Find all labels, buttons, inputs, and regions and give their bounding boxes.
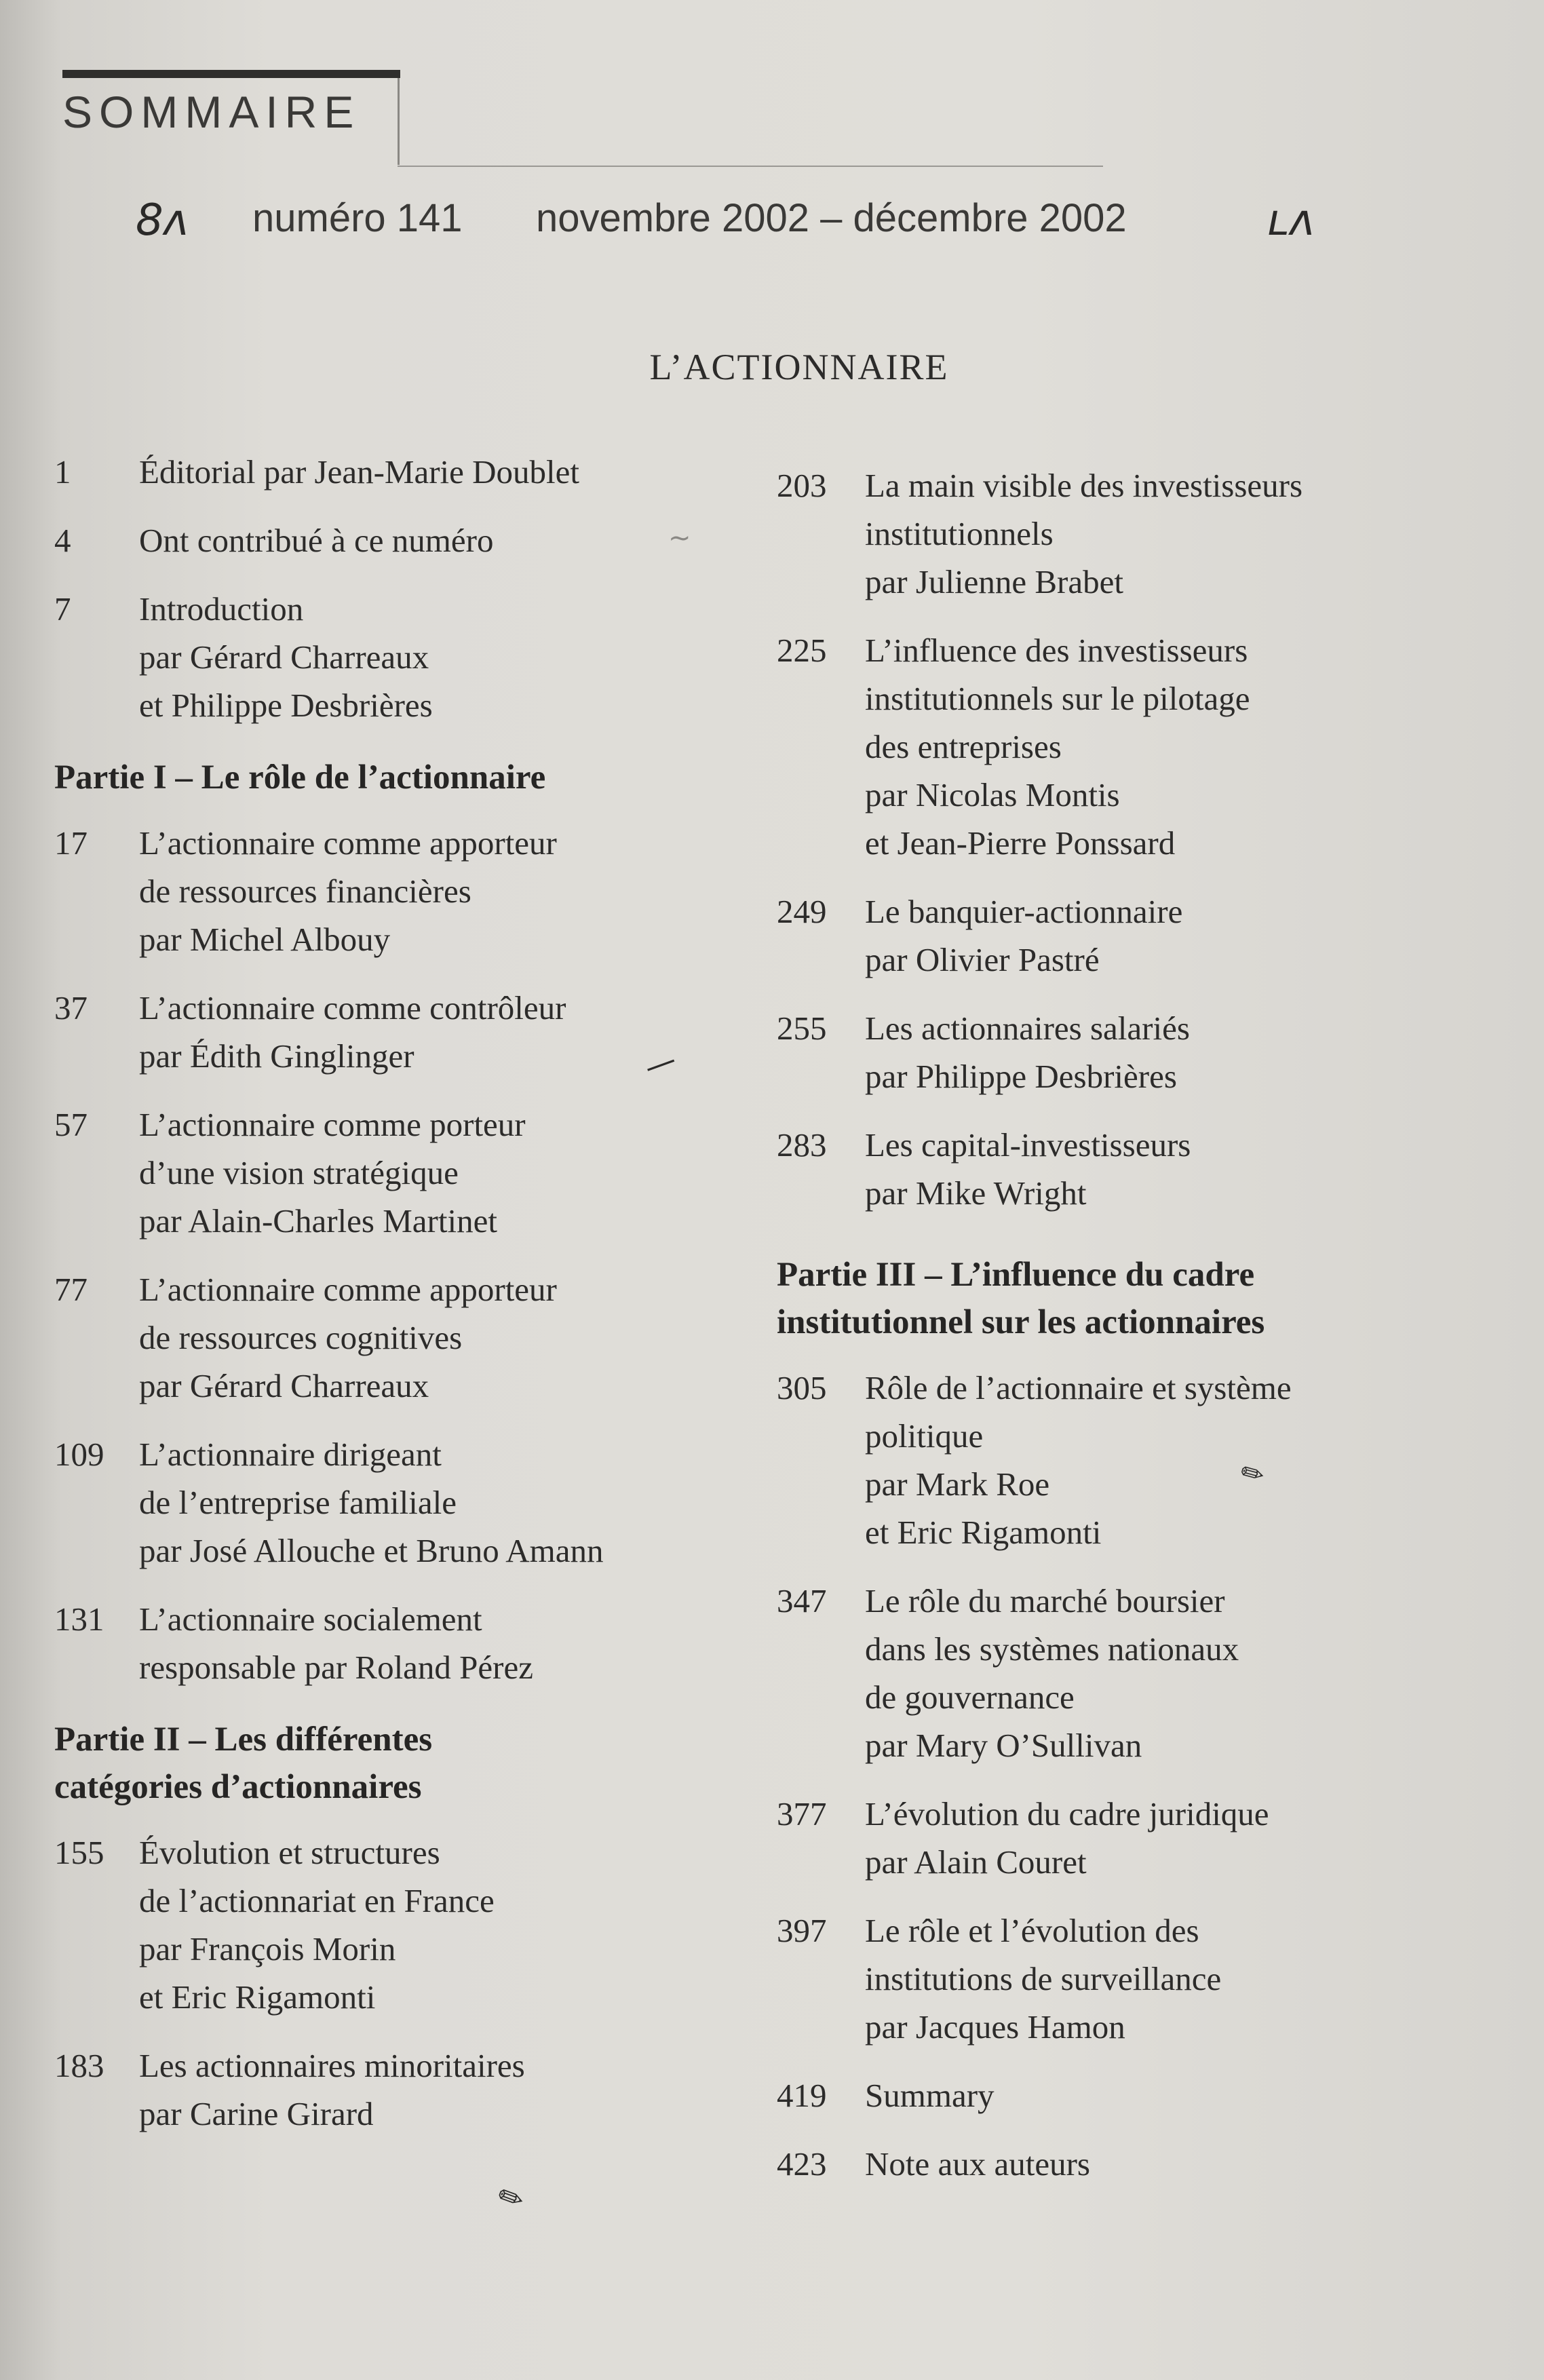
entry-line: par Nicolas Montis: [865, 776, 1120, 813]
toc-entry: [777, 626, 1455, 867]
entry-text: [139, 448, 733, 496]
toc-entry: [54, 984, 733, 1080]
entry-line: L’actionnaire comme apporteur: [139, 824, 557, 862]
entry-text: [139, 2041, 733, 2138]
sommaire-label: SOMMAIRE: [62, 87, 361, 137]
entry-line: par Gérard Charreaux: [139, 638, 429, 676]
entry-line: de gouvernance: [865, 1678, 1075, 1716]
entry-text: [865, 1906, 1455, 2051]
entry-text: [865, 626, 1455, 867]
issue-line: [0, 195, 1544, 250]
toc-column-right: [777, 461, 1455, 2208]
entry-text: [139, 1595, 733, 1691]
entry-text: [139, 1100, 733, 1245]
entry-text: [139, 1265, 733, 1410]
toc-entry: [777, 1906, 1455, 2051]
toc-entry: [54, 1828, 733, 2021]
entry-line: politique: [865, 1417, 984, 1455]
entry-line: institutionnels sur le pilotage: [865, 680, 1250, 717]
entry-line: par Philippe Desbrières: [865, 1058, 1177, 1095]
toc-entry: [777, 1364, 1455, 1556]
entry-line: Les actionnaires minoritaires: [139, 2047, 525, 2084]
entry-text: [865, 1790, 1455, 1886]
page-number: 225: [777, 632, 827, 669]
entry-line: par Alain-Charles Martinet: [139, 1202, 497, 1240]
entry-text: [139, 585, 733, 729]
entry-line: Le banquier-actionnaire: [865, 893, 1183, 930]
entry-line: L’actionnaire socialement: [139, 1600, 482, 1638]
page-number: 347: [777, 1582, 827, 1619]
entry-line: et Eric Rigamonti: [139, 1978, 376, 2016]
entry-line: Rôle de l’actionnaire et système: [865, 1369, 1292, 1406]
page-number: 7: [54, 590, 71, 628]
part3-entries: [777, 1364, 1455, 2188]
toc-entry: [777, 2071, 1455, 2119]
page-number: 397: [777, 1912, 827, 1949]
entry-line: par Mary O’Sullivan: [865, 1727, 1142, 1764]
entry-line: Ont contribué à ce numéro: [139, 522, 494, 559]
toc-entry: [777, 1790, 1455, 1886]
entry-text: [139, 1828, 733, 2021]
page-number: 419: [777, 2077, 827, 2114]
entry-text: [865, 1121, 1455, 1217]
intro-entries: [54, 448, 733, 729]
entry-line: par Julienne Brabet: [865, 563, 1123, 600]
entry-line: de ressources financières: [139, 872, 471, 910]
entry-line: et Eric Rigamonti: [865, 1514, 1102, 1551]
entry-line: par Michel Albouy: [139, 921, 391, 958]
entry-line: et Philippe Desbrières: [139, 687, 433, 724]
entry-text: [865, 2071, 1455, 2119]
handwritten-note-left: 8ʌ: [136, 195, 189, 246]
part-heading: [777, 1251, 1455, 1346]
entry-text: [865, 2140, 1455, 2188]
entry-line: Note aux auteurs: [865, 2145, 1090, 2183]
entry-line: Évolution et structures: [139, 1834, 440, 1871]
page-number: 283: [777, 1126, 827, 1164]
toc-entry: [777, 461, 1455, 606]
entry-line: institutions de surveillance: [865, 1960, 1222, 1997]
entry-line: d’une vision stratégique: [139, 1154, 459, 1191]
entry-text: [865, 1004, 1455, 1100]
entry-text: [139, 516, 733, 564]
part2-continued-entries: [777, 461, 1455, 1217]
entry-text: [139, 984, 733, 1080]
issue-number: numéro 141: [252, 196, 463, 240]
page-number: 77: [54, 1271, 88, 1308]
page-number: 249: [777, 893, 827, 930]
entry-line: par Olivier Pastré: [865, 941, 1100, 978]
toc-column-left: [54, 448, 733, 2158]
part-heading: [54, 1716, 733, 1811]
entry-line: L’évolution du cadre juridique: [865, 1795, 1269, 1832]
page-number: 109: [54, 1436, 104, 1473]
entry-line: Le rôle et l’évolution des: [865, 1912, 1199, 1949]
header-rule-horizontal: [398, 166, 1103, 167]
entry-line: Partie I – Le rôle de l’actionnaire: [54, 759, 546, 796]
part-heading: [54, 754, 733, 801]
entry-line: Partie III – L’influence du cadre: [777, 1256, 1255, 1294]
entry-line: par Carine Girard: [139, 2095, 374, 2132]
entry-line: institutionnels: [865, 515, 1054, 552]
entry-line: Le rôle du marché boursier: [865, 1582, 1225, 1619]
entry-text: [865, 887, 1455, 984]
entry-text: [865, 1364, 1455, 1556]
entry-line: Les capital-investisseurs: [865, 1126, 1191, 1164]
entry-line: institutionnel sur les actionnaires: [777, 1303, 1265, 1341]
entry-line: responsable par Roland Pérez: [139, 1649, 533, 1686]
entry-line: L’actionnaire comme contrôleur: [139, 989, 566, 1026]
entry-line: Éditorial par Jean-Marie Doublet: [139, 453, 580, 491]
handwritten-note-right: ʟʌ: [1267, 195, 1315, 246]
page-number: 131: [54, 1600, 104, 1638]
toc-entry: [777, 2140, 1455, 2188]
pen-mark-stroke: —: [639, 1040, 681, 1086]
toc-entry: [777, 1577, 1455, 1769]
entry-line: de ressources cognitives: [139, 1319, 463, 1356]
entry-line: par Jacques Hamon: [865, 2008, 1125, 2046]
page-number: 17: [54, 824, 88, 862]
page-number: 255: [777, 1010, 827, 1047]
theme-title: L’ACTIONNAIRE: [649, 347, 949, 387]
entry-line: Introduction: [139, 590, 304, 628]
page-number: 203: [777, 467, 827, 504]
page-number: 305: [777, 1369, 827, 1406]
entry-line: catégories d’actionnaires: [54, 1768, 422, 1806]
toc-entry: [777, 887, 1455, 984]
entry-line: par Mark Roe: [865, 1465, 1050, 1503]
page-number: 4: [54, 522, 71, 559]
page-number: 1: [54, 453, 71, 491]
entry-line: des entreprises: [865, 728, 1062, 765]
page-number: 37: [54, 989, 88, 1026]
entry-line: par Alain Couret: [865, 1843, 1087, 1881]
pen-mark-dot: ✎: [1235, 1455, 1271, 1494]
toc-entry: [54, 2041, 733, 2138]
entry-line: L’actionnaire dirigeant: [139, 1436, 442, 1473]
toc-entry: [777, 1121, 1455, 1217]
entry-line: L’actionnaire comme apporteur: [139, 1271, 557, 1308]
toc-entry: [54, 1595, 733, 1691]
toc-entry: [54, 1100, 733, 1245]
entry-line: par José Allouche et Bruno Amann: [139, 1532, 604, 1569]
toc-entry: [54, 819, 733, 963]
issue-date: novembre 2002 – décembre 2002: [536, 196, 1127, 240]
entry-line: L’actionnaire comme porteur: [139, 1106, 526, 1143]
header-rule-vertical: [398, 78, 400, 165]
part2-entries: [54, 1828, 733, 2138]
entry-line: Summary: [865, 2077, 995, 2114]
entry-line: L’influence des investisseurs: [865, 632, 1248, 669]
toc-entry: [54, 1430, 733, 1575]
entry-line: par Mike Wright: [865, 1174, 1087, 1212]
entry-line: Les actionnaires salariés: [865, 1010, 1190, 1047]
page-number: 57: [54, 1106, 88, 1143]
entry-text: [865, 1577, 1455, 1769]
entry-line: par François Morin: [139, 1930, 396, 1968]
header-rule-top: [62, 70, 400, 78]
page-number: 155: [54, 1834, 104, 1871]
toc-entry: [54, 516, 733, 564]
toc-entry: [54, 1265, 733, 1410]
page-number: 423: [777, 2145, 827, 2183]
entry-line: par Édith Ginglinger: [139, 1037, 414, 1075]
toc-entry: [54, 448, 733, 496]
part1-entries: [54, 819, 733, 1691]
pen-mark-dot: ✎: [492, 2177, 530, 2220]
page-number: 377: [777, 1795, 827, 1832]
entry-line: de l’actionnariat en France: [139, 1882, 495, 1919]
pen-mark-tilde: ~: [668, 522, 691, 554]
toc-entry: [777, 1004, 1455, 1100]
entry-text: [139, 819, 733, 963]
toc-entry: [54, 585, 733, 729]
entry-text: [139, 1430, 733, 1575]
entry-line: par Gérard Charreaux: [139, 1367, 429, 1404]
entry-text: [865, 461, 1455, 606]
page-number: 183: [54, 2047, 104, 2084]
entry-line: La main visible des investisseurs: [865, 467, 1303, 504]
entry-line: de l’entreprise familiale: [139, 1484, 457, 1521]
entry-line: Partie II – Les différentes: [54, 1721, 433, 1759]
entry-line: dans les systèmes nationaux: [865, 1630, 1239, 1668]
entry-line: et Jean-Pierre Ponssard: [865, 824, 1176, 862]
